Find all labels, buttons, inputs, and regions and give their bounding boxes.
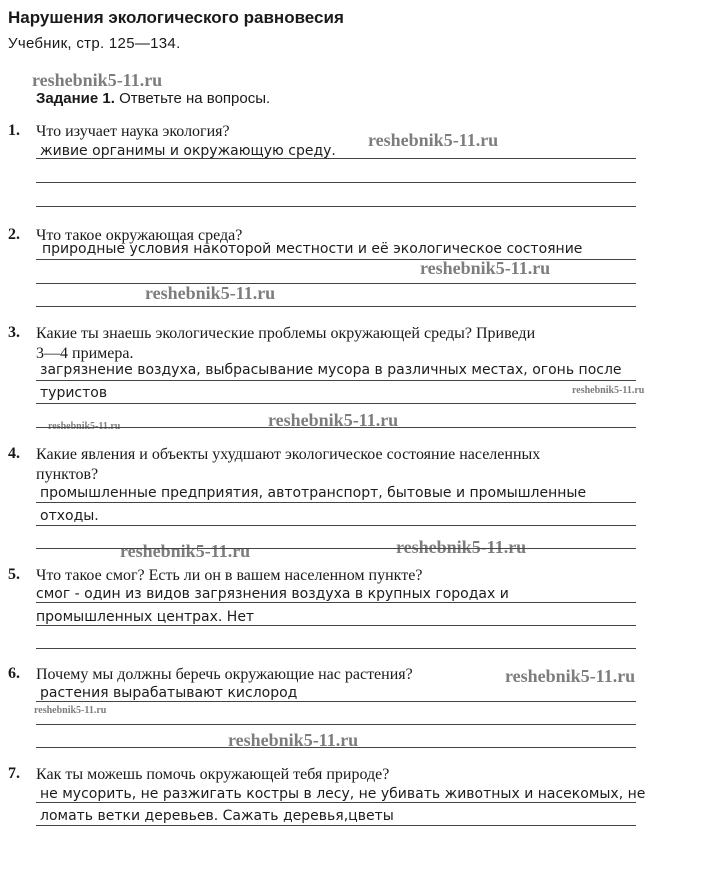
watermark: reshebnik5-11.ru [572,385,645,396]
answer-line [36,548,636,549]
question-number: 6. [8,665,20,682]
answer-line [36,602,636,603]
answer-line [36,825,636,826]
task-instruction: Ответьте на вопросы. [114,90,271,107]
answer-line [36,403,636,404]
answer-text: не мусорить, не разжигать костры в лесу, не убивать животных и насекомых, не [40,786,646,802]
question-text: пунктов? [36,466,99,483]
watermark: reshebnik5-11.ru [228,730,359,750]
answer-line [36,283,636,284]
answer-line [36,206,636,207]
watermark: reshebnik5-11.ru [120,541,251,561]
answer-line [36,182,636,183]
answer-line [36,259,636,260]
question-text: Почему мы должны беречь окружающие нас растения? [36,666,413,683]
question-text: Какие явления и объекты ухудшают экологическое состояние населенных [36,446,541,463]
question-text: Что такое окружающая среда? [36,227,243,244]
answer-text: туристов [40,385,108,401]
question-number: 3. [8,324,20,341]
answer-text: отходы. [40,508,99,524]
answer-line [36,502,636,503]
watermark: reshebnik5-11.ru [420,258,551,278]
answer-line [36,701,636,702]
answer-text: смог - один из видов загрязнения воздуха в крупных городах и [36,586,509,602]
question-text: Как ты можешь помочь окружающей тебя природе? [36,766,390,783]
answer-line [36,380,636,381]
question-text: 3—4 примера. [36,345,134,362]
answer-line [36,427,636,428]
textbook-reference: Учебник, стр. 125—134. [8,35,181,52]
watermark: reshebnik5-11.ru [34,705,107,716]
answer-line [36,306,636,307]
answer-text: загрязнение воздуха, выбрасывание мусора в различных местах, огонь после [40,362,622,378]
watermark: reshebnik5-11.ru [368,130,499,150]
answer-line [36,625,636,626]
answer-line [36,724,636,725]
answer-text: промышленных центрах. Нет [36,609,255,625]
answer-line [36,158,636,159]
answer-text: промышленные предприятия, автотранспорт, бытовые и промышленные [40,485,587,501]
question-number: 7. [8,765,20,782]
question-text: Какие ты знаешь экологические проблемы окружающей среды? Приведи [36,325,536,342]
page-title: Нарушения экологического равновесия [8,8,344,27]
watermark: reshebnik5-11.ru [48,421,121,432]
watermark: reshebnik5-11.ru [396,537,527,557]
task-heading [36,90,270,107]
question-text: Что такое смог? Есть ли он в вашем населенном пункте? [36,567,423,584]
answer-text: природные условия накоторой местности и её экологическое состояние [42,241,583,257]
answer-text: растения вырабатывают кислород [40,685,298,701]
watermark: reshebnik5-11.ru [268,410,399,430]
question-number: 2. [8,226,20,243]
task-label: Задание 1. [36,90,115,107]
answer-line [36,802,636,803]
watermark: reshebnik5-11.ru [505,666,636,686]
question-number: 4. [8,445,20,462]
question-text: Что изучает наука экология? [36,123,230,140]
answer-text: живие органимы и окружающую среду. [40,143,336,159]
answer-line [36,747,636,748]
question-number: 5. [8,566,20,583]
watermark: reshebnik5-11.ru [32,70,163,90]
answer-line [36,648,636,649]
answer-text: ломать ветки деревьев. Сажать деревья,цветы [40,808,394,824]
question-number: 1. [8,122,20,139]
answer-line [36,525,636,526]
watermark: reshebnik5-11.ru [145,283,276,303]
